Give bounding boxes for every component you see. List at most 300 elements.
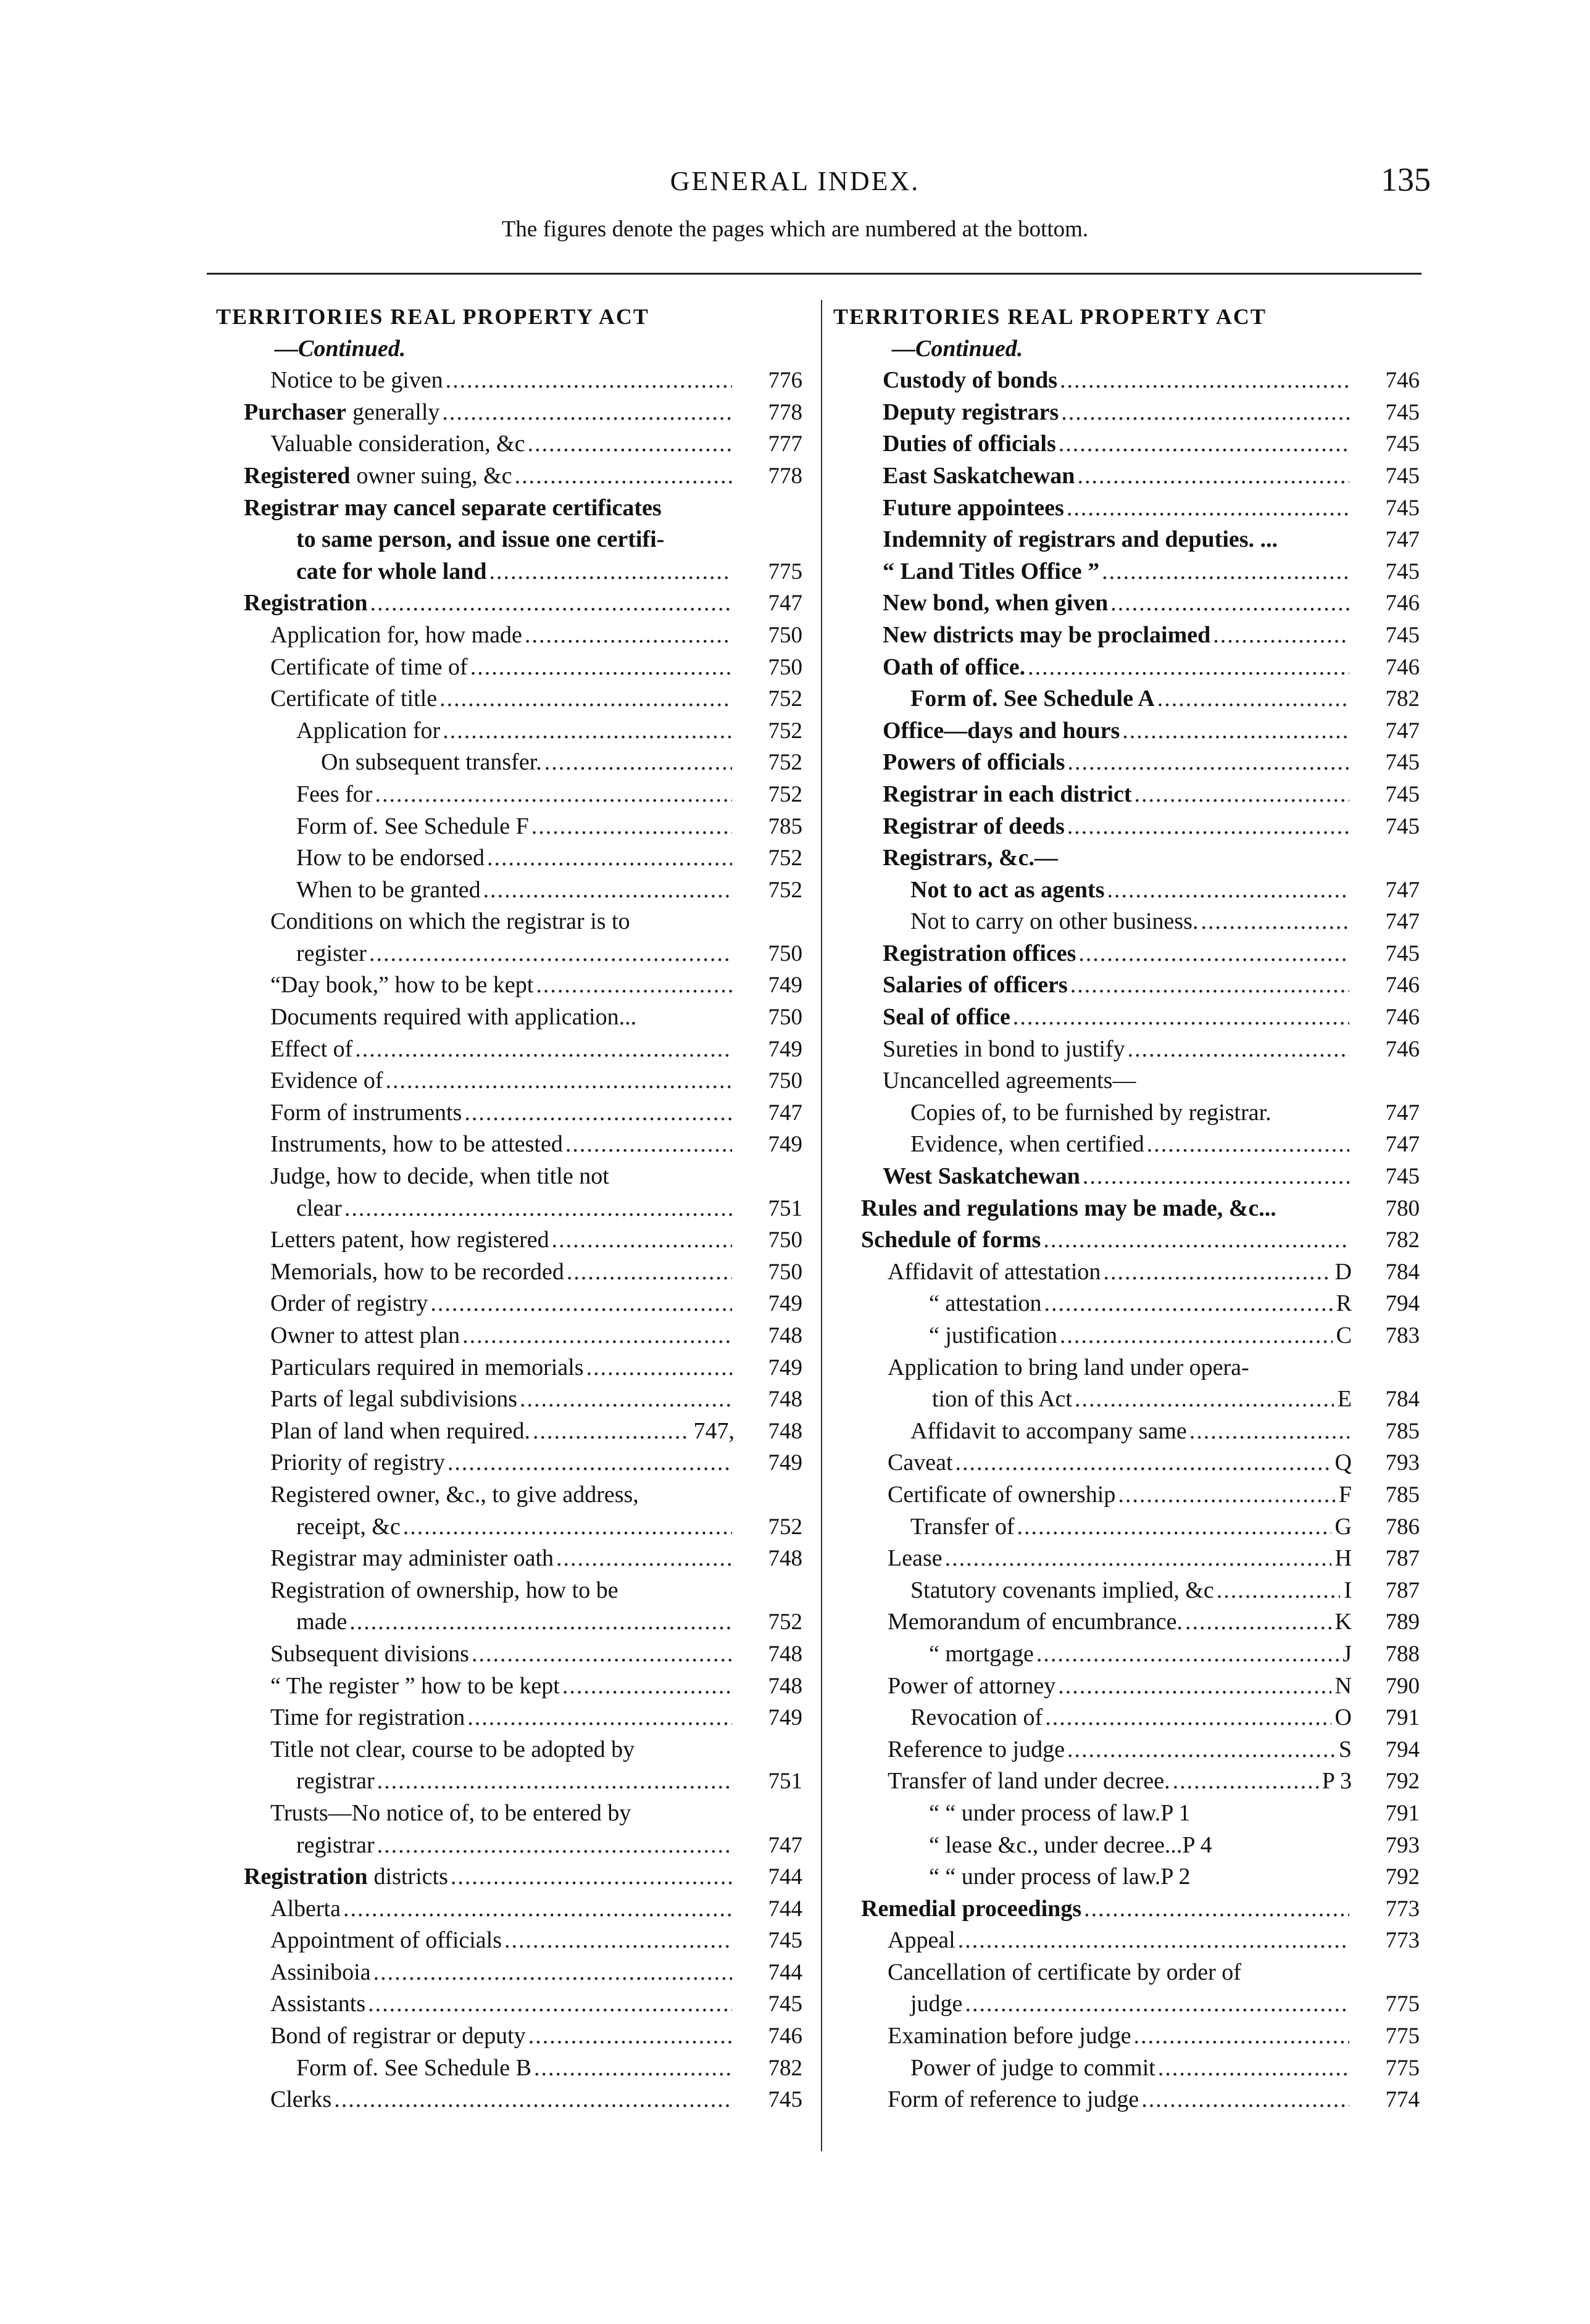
dot-leader bbox=[1128, 1034, 1349, 1066]
index-entry bbox=[833, 1352, 1420, 1384]
dot-leader bbox=[443, 715, 732, 747]
index-entry bbox=[216, 652, 802, 684]
index-entry-text: Custody of bonds bbox=[883, 367, 1057, 394]
page-ref: 747 bbox=[768, 1832, 802, 1858]
dot-leader bbox=[430, 1288, 732, 1320]
page-ref: 782 bbox=[1385, 686, 1420, 712]
dot-leader bbox=[1217, 1575, 1341, 1607]
index-entry bbox=[216, 779, 802, 811]
index-entry bbox=[833, 1893, 1420, 1925]
index-entry-text: New districts may be proclaimed bbox=[883, 621, 1211, 648]
index-entry-text: Parts of legal subdivisions bbox=[270, 1386, 518, 1413]
page-ref: 752 bbox=[768, 686, 802, 712]
index-entry-text: Statutory covenants implied, &c bbox=[910, 1577, 1214, 1603]
index-entry-subtext: generally bbox=[352, 399, 440, 425]
index-entry-text: Particulars required in memorials bbox=[270, 1354, 584, 1380]
index-entry bbox=[216, 556, 802, 588]
index-entry-text: Remedial proceedings bbox=[861, 1895, 1082, 1922]
index-entry-text: registrar bbox=[296, 1768, 375, 1795]
page-ref: 790 bbox=[1385, 1673, 1420, 1699]
index-entry bbox=[833, 1097, 1420, 1129]
index-entry bbox=[216, 1002, 802, 1034]
page-ref: 749 bbox=[768, 1132, 802, 1158]
page-ref: 787 bbox=[1385, 1577, 1420, 1603]
index-entry-text: Form of. See Schedule A bbox=[910, 686, 1155, 712]
index-entry bbox=[833, 620, 1420, 652]
index-entry bbox=[216, 1893, 802, 1925]
index-entry bbox=[216, 1543, 802, 1575]
page-ref: 747 bbox=[1385, 1100, 1420, 1126]
dot-leader bbox=[1058, 1670, 1331, 1703]
index-entry bbox=[216, 524, 802, 556]
index-entry bbox=[216, 1193, 802, 1225]
dot-leader bbox=[562, 1670, 732, 1703]
page-ref: 745 bbox=[768, 1928, 802, 1954]
index-column-right bbox=[833, 301, 1420, 2116]
dot-leader bbox=[1201, 906, 1349, 938]
page-ref: 746 bbox=[1385, 1005, 1420, 1031]
page-ref: 750 bbox=[768, 1227, 802, 1253]
index-entry-text: Valuable consideration, &c bbox=[270, 431, 525, 457]
index-entry bbox=[833, 874, 1420, 907]
index-entry-text: Not to carry on other business. bbox=[910, 908, 1199, 935]
index-entry-text: Registrar may administer oath bbox=[270, 1545, 554, 1572]
page-ref: 744 bbox=[768, 1896, 802, 1922]
index-entry-text: cate for whole land bbox=[296, 558, 487, 584]
index-entry bbox=[833, 1288, 1420, 1320]
dot-leader bbox=[528, 2020, 732, 2052]
dot-leader bbox=[368, 1988, 732, 2020]
schedule-ref: Q bbox=[1334, 1450, 1352, 1476]
index-entry-text: Documents required with application... bbox=[270, 1004, 637, 1031]
page-ref: 747 bbox=[1385, 1132, 1420, 1158]
index-entry bbox=[216, 1288, 802, 1320]
index-entry-text: Office—days and hours bbox=[883, 717, 1120, 744]
index-entry-text: Oath of office. bbox=[883, 654, 1026, 680]
index-entry bbox=[833, 397, 1420, 429]
index-entry bbox=[216, 1256, 802, 1289]
dot-leader bbox=[1102, 556, 1349, 588]
page-ref: 785 bbox=[768, 813, 802, 839]
dot-leader bbox=[370, 587, 732, 620]
page-ref: 747 bbox=[1385, 877, 1420, 903]
index-entry bbox=[833, 460, 1420, 492]
index-entry bbox=[216, 587, 802, 620]
dot-leader bbox=[403, 1511, 732, 1543]
index-entry-text: Instruments, how to be attested bbox=[270, 1131, 563, 1158]
index-entry-text: Evidence, when certified bbox=[910, 1131, 1144, 1158]
index-entry-text: Uncancelled agreements— bbox=[883, 1068, 1136, 1094]
index-entry bbox=[216, 938, 802, 970]
dot-leader bbox=[520, 1384, 732, 1416]
schedule-ref: S bbox=[1338, 1736, 1352, 1762]
index-entry-text: Title not clear, course to be adopted by bbox=[270, 1736, 635, 1762]
index-entry bbox=[216, 2084, 802, 2116]
index-entry-text: “ The register ” how to be kept bbox=[270, 1672, 560, 1699]
index-entry-text: Future appointees bbox=[883, 494, 1064, 521]
dot-leader bbox=[369, 938, 732, 970]
index-entry-text: Transfer of bbox=[910, 1513, 1015, 1540]
index-entry bbox=[833, 779, 1420, 811]
index-entry-text: Registration bbox=[244, 590, 368, 616]
page-ref: 747 bbox=[768, 591, 802, 616]
index-entry-text: to same person, and issue one certifi- bbox=[296, 526, 665, 553]
index-entry-text: Examination before judge bbox=[888, 2023, 1131, 2049]
page-ref: 787 bbox=[1385, 1546, 1420, 1572]
index-entry-text: Registered bbox=[244, 462, 351, 489]
page-ref: 745 bbox=[1385, 399, 1420, 425]
index-entry bbox=[216, 715, 802, 747]
index-entry bbox=[216, 683, 802, 715]
page-ref: 775 bbox=[1385, 2023, 1420, 2049]
dot-leader bbox=[567, 1256, 732, 1289]
index-entry-text: Rules and regulations may be made, &c... bbox=[861, 1195, 1276, 1221]
dot-leader bbox=[1078, 938, 1349, 970]
index-entry bbox=[216, 1479, 802, 1511]
page-ref: 752 bbox=[768, 1514, 802, 1540]
index-entry-text: TERRITORIES REAL PROPERTY ACT bbox=[216, 304, 649, 329]
index-entry-text: Fees for bbox=[296, 781, 373, 807]
index-entry bbox=[216, 1447, 802, 1479]
index-entry-text: Order of registry bbox=[270, 1290, 428, 1317]
index-entry-text: “ attestation bbox=[929, 1290, 1042, 1317]
page-ref: 791 bbox=[1385, 1800, 1420, 1826]
page-ref: 792 bbox=[1385, 1864, 1420, 1890]
page-ref: 747 bbox=[1385, 527, 1420, 553]
index-entry bbox=[833, 842, 1420, 874]
dot-leader bbox=[1067, 747, 1349, 779]
index-entry bbox=[216, 1511, 802, 1543]
page-ref: 778 bbox=[768, 463, 802, 489]
dot-leader bbox=[1141, 2084, 1349, 2116]
index-entry-text: Registrar in each district bbox=[883, 781, 1132, 807]
index-entry-text: Letters patent, how registered bbox=[270, 1227, 549, 1253]
dot-leader bbox=[1044, 1288, 1333, 1320]
page-number: 135 bbox=[1381, 161, 1431, 198]
dot-leader bbox=[489, 556, 732, 588]
dot-leader bbox=[1084, 1893, 1349, 1925]
index-entry bbox=[216, 874, 802, 907]
index-entry-text: Salaries of officers bbox=[883, 972, 1068, 998]
dot-leader bbox=[534, 2052, 732, 2085]
index-entry-text: Application for bbox=[296, 717, 441, 744]
index-entry-text: Alberta bbox=[270, 1895, 341, 1922]
index-entry bbox=[216, 428, 802, 460]
dot-leader bbox=[965, 1988, 1349, 2020]
page-ref: 752 bbox=[768, 1609, 802, 1635]
dot-leader bbox=[386, 1065, 732, 1097]
page-ref: 745 bbox=[768, 1991, 802, 2017]
index-entry bbox=[833, 365, 1420, 397]
page-ref: 751 bbox=[768, 1769, 802, 1795]
dot-leader bbox=[945, 1543, 1331, 1575]
dot-leader bbox=[955, 1447, 1331, 1479]
page-ref: 745 bbox=[1385, 622, 1420, 648]
dot-leader bbox=[556, 1543, 732, 1575]
index-entry bbox=[216, 1638, 802, 1670]
index-entry bbox=[833, 652, 1420, 684]
index-entry-text: judge bbox=[910, 1991, 963, 2017]
page-ref: 748 bbox=[768, 1387, 802, 1413]
dot-leader bbox=[1075, 1384, 1334, 1416]
index-entry-text: Trusts—No notice of, to be entered by bbox=[270, 1799, 631, 1826]
dot-leader bbox=[442, 397, 732, 429]
page-ref: 773 bbox=[1385, 1928, 1420, 1954]
index-entry-text: On subsequent transfer. bbox=[321, 749, 542, 776]
page-ref: 750 bbox=[768, 1259, 802, 1285]
dot-leader bbox=[1107, 874, 1349, 907]
index-entry bbox=[216, 365, 802, 397]
index-entry-text: Priority of registry bbox=[270, 1450, 445, 1476]
index-entry-text: Copies of, to be furnished by registrar. bbox=[910, 1099, 1272, 1126]
page-ref: 747 bbox=[768, 1100, 802, 1126]
dot-leader bbox=[1173, 1766, 1318, 1798]
index-entry-text: made bbox=[296, 1609, 348, 1635]
index-entry-text: “ “ under process of law.P 2 bbox=[929, 1864, 1191, 1890]
index-entry bbox=[216, 1034, 802, 1066]
dot-leader bbox=[483, 874, 732, 907]
page-ref: 745 bbox=[768, 2087, 802, 2113]
dot-leader bbox=[377, 1830, 732, 1862]
index-entry bbox=[216, 1670, 802, 1703]
dot-leader bbox=[958, 1925, 1349, 1957]
page-ref: 776 bbox=[768, 368, 802, 394]
index-entry-text: Registration bbox=[244, 1864, 368, 1890]
index-entry bbox=[833, 1320, 1420, 1352]
index-entry-subtext: districts bbox=[373, 1864, 448, 1890]
page-ref: 780 bbox=[1385, 1195, 1420, 1221]
page-ref: 750 bbox=[768, 622, 802, 648]
schedule-ref: C bbox=[1336, 1322, 1352, 1348]
page-ref: 752 bbox=[768, 877, 802, 903]
schedule-ref: G bbox=[1334, 1513, 1352, 1540]
index-entry bbox=[833, 1766, 1420, 1798]
index-entry-text: registrar bbox=[296, 1832, 375, 1858]
index-entry-text: Not to act as agents bbox=[910, 876, 1105, 903]
index-entry bbox=[833, 715, 1420, 747]
dot-leader bbox=[565, 1129, 732, 1161]
index-entry bbox=[833, 1447, 1420, 1479]
index-entry bbox=[833, 1925, 1420, 1957]
index-entry bbox=[833, 1606, 1420, 1638]
index-entry-text: “ mortgage bbox=[929, 1640, 1034, 1667]
dot-leader bbox=[1043, 1224, 1349, 1256]
dot-leader bbox=[447, 1447, 732, 1479]
index-entry-text: Time for registration bbox=[270, 1704, 465, 1731]
index-entry bbox=[833, 811, 1420, 843]
index-entry-text: West Saskatchewan bbox=[883, 1163, 1080, 1190]
index-entry-text: When to be granted bbox=[296, 876, 481, 903]
index-entry bbox=[833, 1670, 1420, 1703]
index-entry bbox=[833, 747, 1420, 779]
page-ref: 750 bbox=[768, 1005, 802, 1031]
dot-leader bbox=[533, 1416, 689, 1448]
dot-leader bbox=[1157, 683, 1349, 715]
page-ref: 745 bbox=[1385, 940, 1420, 966]
page-ref: 748 bbox=[768, 1641, 802, 1667]
index-entry bbox=[833, 333, 1420, 365]
index-entry-text: Assiniboia bbox=[270, 1959, 371, 1985]
index-entry bbox=[216, 2020, 802, 2052]
index-entry-text: Power of judge to commit bbox=[910, 2054, 1155, 2081]
page-ref: 789 bbox=[1385, 1609, 1420, 1635]
page-ref: 788 bbox=[1385, 1641, 1420, 1667]
index-entry-text: Certificate of title bbox=[270, 686, 438, 712]
dot-leader bbox=[1013, 1002, 1349, 1034]
schedule-ref: H bbox=[1334, 1545, 1352, 1572]
dot-leader bbox=[1213, 620, 1349, 652]
index-entry bbox=[833, 1224, 1420, 1256]
dot-leader bbox=[1028, 652, 1349, 684]
index-entry bbox=[216, 1161, 802, 1193]
index-entry bbox=[833, 301, 1420, 333]
index-entry bbox=[833, 2020, 1420, 2052]
index-entry-text: Plan of land when required. bbox=[270, 1417, 531, 1444]
index-entry-text: Certificate of time of bbox=[270, 654, 468, 680]
index-entry bbox=[833, 1256, 1420, 1289]
dot-leader bbox=[1103, 1256, 1331, 1289]
page-ref: 749 bbox=[768, 973, 802, 998]
dot-leader bbox=[1158, 2052, 1349, 2085]
index-entry bbox=[216, 2052, 802, 2085]
index-entry bbox=[833, 1830, 1420, 1862]
dot-leader bbox=[1067, 492, 1349, 525]
dot-leader bbox=[1083, 1161, 1349, 1193]
index-entry bbox=[216, 842, 802, 874]
page-ref: 773 bbox=[1385, 1896, 1420, 1922]
index-entry bbox=[833, 1861, 1420, 1893]
index-entry-text: Form of. See Schedule B bbox=[296, 2054, 532, 2081]
index-entry bbox=[216, 1861, 802, 1893]
page-ref: 791 bbox=[1385, 1705, 1420, 1731]
index-entry-text: East Saskatchewan bbox=[883, 462, 1075, 489]
page-ref: 749 bbox=[768, 1355, 802, 1380]
index-entry bbox=[216, 620, 802, 652]
index-entry bbox=[216, 1702, 802, 1734]
index-entry bbox=[833, 1511, 1420, 1543]
page-ref: 748 bbox=[768, 1323, 802, 1348]
dot-leader bbox=[1060, 365, 1349, 397]
dot-leader bbox=[451, 1861, 732, 1893]
index-entry-text: Transfer of land under decree. bbox=[888, 1768, 1170, 1795]
schedule-ref: R bbox=[1336, 1290, 1352, 1317]
page-ref: 752 bbox=[768, 718, 802, 744]
page-ref: 777 bbox=[768, 431, 802, 457]
page-ref: 751 bbox=[768, 1195, 802, 1221]
index-entry-text: Caveat bbox=[888, 1450, 953, 1476]
index-entry bbox=[833, 2052, 1420, 2085]
schedule-ref: 747, bbox=[693, 1417, 735, 1444]
dot-leader bbox=[1067, 811, 1349, 843]
page-ref: 785 bbox=[1385, 1418, 1420, 1444]
index-entry-text: register bbox=[296, 940, 367, 966]
index-entry bbox=[216, 747, 802, 779]
index-entry bbox=[833, 524, 1420, 556]
index-entry-text: Assistants bbox=[270, 1991, 366, 2017]
index-entry-text: Clerks bbox=[270, 2086, 332, 2113]
index-entry bbox=[833, 1734, 1420, 1766]
dot-leader bbox=[467, 1702, 732, 1734]
index-entry bbox=[216, 1416, 802, 1448]
index-entry-text: receipt, &c bbox=[296, 1513, 401, 1540]
index-entry bbox=[833, 1193, 1420, 1225]
page-ref: 784 bbox=[1385, 1259, 1420, 1285]
schedule-ref: I bbox=[1344, 1577, 1352, 1603]
index-entry bbox=[833, 1798, 1420, 1830]
index-entry-text: Reference to judge bbox=[888, 1736, 1065, 1762]
index-entry bbox=[833, 428, 1420, 460]
index-entry-text: Registrars, &c.— bbox=[883, 845, 1058, 871]
dot-leader bbox=[552, 1224, 732, 1256]
dot-leader bbox=[1045, 1702, 1331, 1734]
index-entry bbox=[833, 1702, 1420, 1734]
schedule-ref: N bbox=[1334, 1672, 1352, 1699]
index-entry-text: Registrar of deeds bbox=[883, 813, 1065, 839]
dot-leader bbox=[462, 1320, 732, 1352]
page-ref: 785 bbox=[1385, 1482, 1420, 1508]
index-entry bbox=[216, 906, 802, 938]
index-entry-text: Notice to be given bbox=[270, 367, 443, 394]
index-entry-text: tion of this Act bbox=[932, 1386, 1072, 1413]
index-entry-text: Owner to attest plan bbox=[270, 1322, 460, 1348]
index-entry bbox=[833, 587, 1420, 620]
dot-leader bbox=[528, 428, 732, 460]
page-ref: 749 bbox=[768, 1705, 802, 1731]
dot-leader bbox=[464, 1097, 732, 1129]
page-ref: 745 bbox=[1385, 431, 1420, 457]
schedule-ref: O bbox=[1334, 1704, 1352, 1731]
page-ref: 746 bbox=[1385, 973, 1420, 998]
dot-leader bbox=[472, 1638, 732, 1670]
index-entry bbox=[833, 1416, 1420, 1448]
index-entry bbox=[833, 1988, 1420, 2020]
index-entry bbox=[216, 1320, 802, 1352]
index-entry-text: Form of. See Schedule F bbox=[296, 813, 529, 839]
dot-leader bbox=[1185, 1606, 1331, 1638]
page-ref: 774 bbox=[1385, 2087, 1420, 2113]
page-ref: 752 bbox=[768, 845, 802, 871]
index-note: The figures denote the pages which are numbered at the bottom. bbox=[501, 217, 1089, 242]
index-entry-text: Registrar may cancel separate certificates bbox=[244, 494, 662, 521]
page-ref: 746 bbox=[1385, 1036, 1420, 1062]
index-entry-text: Sureties in bond to justify bbox=[883, 1035, 1125, 1062]
dot-leader bbox=[1017, 1511, 1331, 1543]
dot-leader bbox=[536, 969, 732, 1002]
index-entry bbox=[833, 683, 1420, 715]
schedule-ref: P 3 bbox=[1322, 1768, 1352, 1795]
dot-leader bbox=[1147, 1129, 1349, 1161]
index-entry-text: Subsequent divisions bbox=[270, 1640, 469, 1667]
index-entry bbox=[216, 1988, 802, 2020]
dot-leader bbox=[334, 2084, 732, 2116]
index-entry bbox=[833, 1575, 1420, 1607]
dot-leader bbox=[355, 1034, 732, 1066]
page-ref: 748 bbox=[768, 1418, 802, 1444]
index-entry bbox=[216, 1065, 802, 1097]
page-ref: 778 bbox=[768, 399, 802, 425]
page-ref: 775 bbox=[1385, 1991, 1420, 2017]
index-entry-text: Memorials, how to be recorded bbox=[270, 1258, 564, 1285]
dot-leader bbox=[487, 842, 732, 874]
dot-leader bbox=[1060, 1320, 1333, 1352]
index-entry-text: TERRITORIES REAL PROPERTY ACT bbox=[833, 304, 1267, 329]
page-ref: 747 bbox=[1385, 718, 1420, 744]
index-entry-text: New bond, when given bbox=[883, 590, 1109, 616]
schedule-ref: D bbox=[1334, 1258, 1352, 1285]
page-ref: 745 bbox=[1385, 463, 1420, 489]
page-ref: 793 bbox=[1385, 1450, 1420, 1476]
page-ref: 745 bbox=[1385, 813, 1420, 839]
